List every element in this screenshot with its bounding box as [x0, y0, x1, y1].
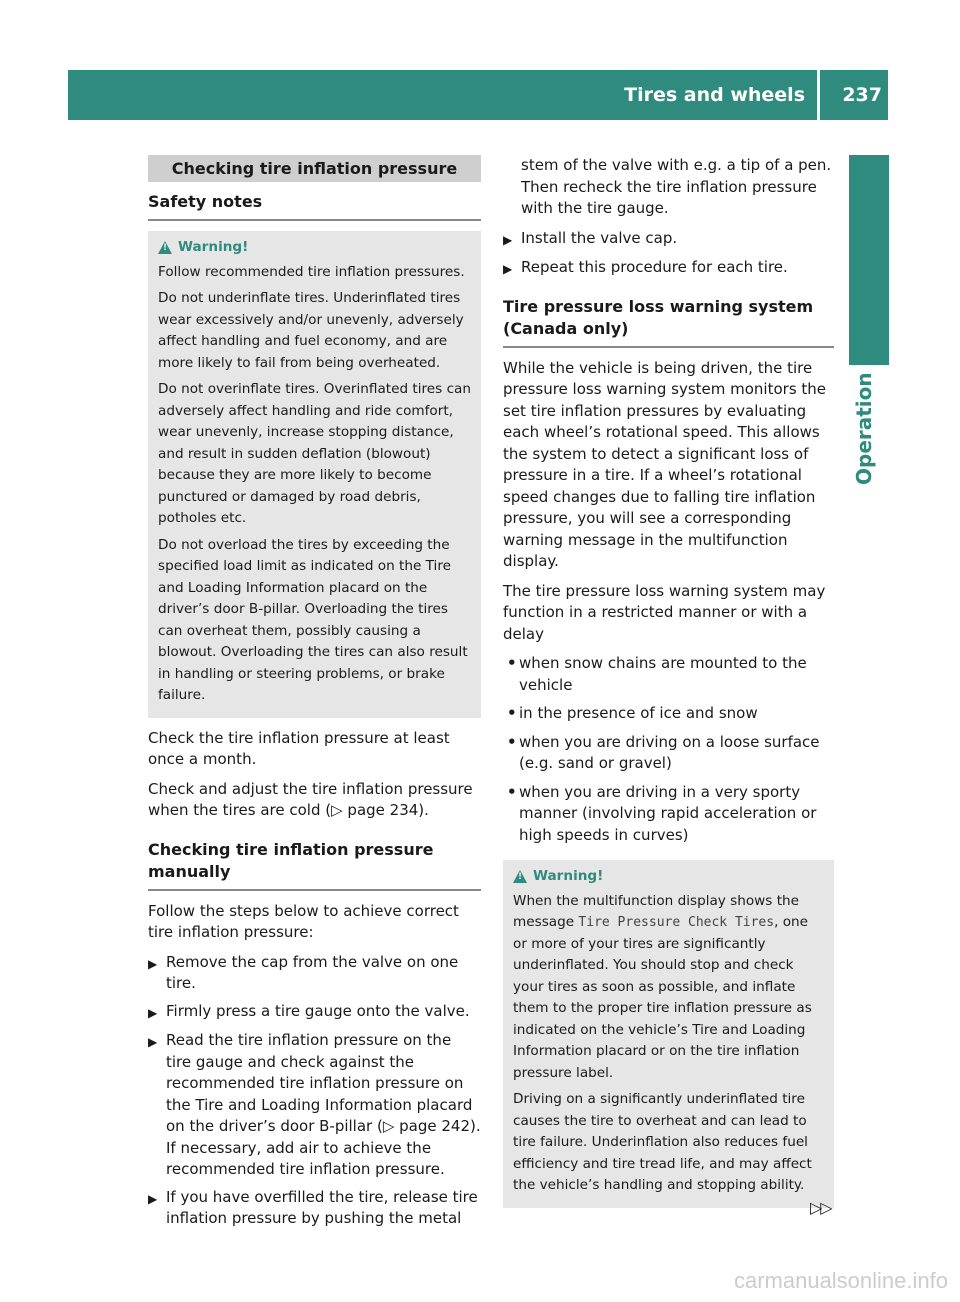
step-item	[148, 952, 481, 995]
list-item-text: in the presence of ice and snow	[519, 704, 758, 722]
warning-label: Warning!	[533, 868, 604, 884]
step-text: Install the valve cap.	[521, 228, 678, 247]
step-item	[148, 1187, 481, 1230]
right-column	[503, 155, 834, 1218]
step-arrow-icon: ▶	[148, 1035, 158, 1049]
subsection-title-manual: Checking tire inflation pressure manually	[148, 830, 481, 891]
warning-header	[158, 237, 473, 259]
warning-box	[503, 860, 834, 1208]
step-item	[148, 1030, 481, 1181]
continued-arrow-icon: ▷▷	[810, 1198, 831, 1217]
body-paragraph: The tire pressure loss warning system may function in a restricted manner or with a delay	[503, 581, 826, 643]
list-item-text: when snow chains are mounted to the vehicle	[519, 654, 807, 694]
step-text: Firmly press a tire gauge onto the valve.	[166, 1001, 470, 1020]
list-item-text: when you are driving in a very sporty manner (involving rapid acceleration or high speeds in curves)	[519, 782, 817, 844]
watermark: carmanualsonline.info	[733, 1268, 948, 1293]
left-column	[148, 155, 481, 1236]
body-paragraph: Check and adjust the tire inflation pressure when the tires are cold (▷ page 234).	[148, 779, 473, 819]
list-item	[503, 653, 834, 696]
warning-paragraph	[513, 891, 826, 1085]
page-header	[68, 70, 888, 120]
warning-paragraph: Do not underinflate tires. Underinflated tires wear excessively and/or unevenly, adversely affect handling and fuel economy, and are more likely to fail from being overheated.	[158, 290, 464, 371]
warning-label: Warning!	[178, 239, 249, 255]
warning-paragraph: Follow recommended tire inflation pressures.	[158, 263, 465, 280]
step-text: Repeat this procedure for each tire.	[521, 258, 788, 276]
step-arrow-icon: ▶	[503, 262, 513, 276]
step-arrow-icon: ▶	[148, 1005, 158, 1020]
body-paragraph: Check the tire inflation pressure at least once a month.	[148, 728, 450, 768]
display-message: Tire Pressure Check Tires	[578, 915, 775, 930]
step-text: If you have overfilled the tire, release tire inflation pressure by pushing the metal	[166, 1187, 478, 1227]
bullet-icon: •	[507, 782, 517, 801]
continued-text: stem of the valve with e.g. a tip of a pen. Then recheck the tire inflation pressure with the tire gauge.	[521, 156, 832, 217]
chapter-title: Tires and wheels	[624, 70, 820, 120]
warning-header	[513, 866, 826, 888]
warning-paragraph: Do not overload the tires by exceeding the specified load limit as indicated on the Tire and Loading Information placard on the driver’s door B-pillar. Overloading the tires can overheat them, possibly causing a blowout. Overloading the tires can also result in handling or steering problems, or brake failure.	[158, 536, 468, 703]
list-item	[503, 703, 834, 725]
step-text: Remove the cap from the valve on one tire.	[166, 952, 459, 992]
body-paragraph: While the vehicle is being driven, the tire pressure loss warning system monitors the set tire inflation pressures by evaluating each wheel’s rotational speed. This allows the system to detect a significant loss of pressure in a tire. If a wheel’s rotational speed changes due to falling tire inflation pressure, you will see a corresponding warning message in the multifunction display.	[503, 358, 827, 570]
section-title: Checking tire inflation pressure	[148, 155, 481, 182]
step-arrow-icon: ▶	[148, 1191, 158, 1206]
bullet-icon: •	[507, 654, 517, 672]
warning-paragraph: Driving on a significantly underinflated tire causes the tire to overheat and can lead to tire failure. Underinflation also reduces fuel efficiency and tire tread life, and may affect the vehicle’s handling and stopping ability.	[513, 1091, 812, 1193]
body-paragraph: Follow the steps below to achieve correct tire inflation pressure:	[148, 901, 459, 941]
step-item	[503, 257, 834, 281]
step-text: Read the tire inflation pressure on the tire gauge and check against the recommended tire inflation pressure on the Tire and Loading Information placard on the driver’s door B-pillar (▷ page 242). If necessary, add air to achieve the recommended tire inflation pressure.	[166, 1031, 481, 1178]
step-item	[503, 228, 834, 252]
warning-triangle-icon	[513, 870, 527, 883]
page-number: 237	[842, 84, 882, 106]
list-item	[503, 732, 834, 775]
warning-paragraph: Do not overinflate tires. Overinflated tires can adversely affect handling and ride comfort, wear unevenly, increase stopping distance, and result in sudden deflation (blowout) because they are more likely to become punctured or damaged by road debris, potholes etc.	[158, 381, 471, 526]
step-arrow-icon: ▶	[503, 232, 513, 247]
step-arrow-icon: ▶	[148, 956, 158, 971]
bullet-icon: •	[507, 732, 517, 751]
bullet-icon: •	[507, 704, 517, 722]
list-item-text: when you are driving on a loose surface (e.g. sand or gravel)	[519, 732, 820, 772]
warning-text: , one or more of your tires are significantly underinflated. You should stop and check your tires as soon as possible, and inflate them to the proper tire inflation pressure as indicated on the vehicle’s Tire and Loading Information placard or on the tire inflation pressure label.	[513, 914, 812, 1081]
subsection-title-safety: Safety notes	[148, 182, 481, 221]
list-item	[503, 782, 834, 847]
side-tab-text: Operation	[852, 372, 876, 485]
side-tab-label	[852, 365, 892, 495]
warning-box	[148, 231, 481, 718]
subsection-title-tplws: Tire pressure loss warning system (Canada only)	[503, 287, 834, 348]
warning-text: When the multifunction display shows the message	[513, 892, 800, 930]
warning-triangle-icon	[158, 241, 172, 254]
side-tab	[849, 155, 889, 365]
step-item	[148, 1001, 481, 1025]
